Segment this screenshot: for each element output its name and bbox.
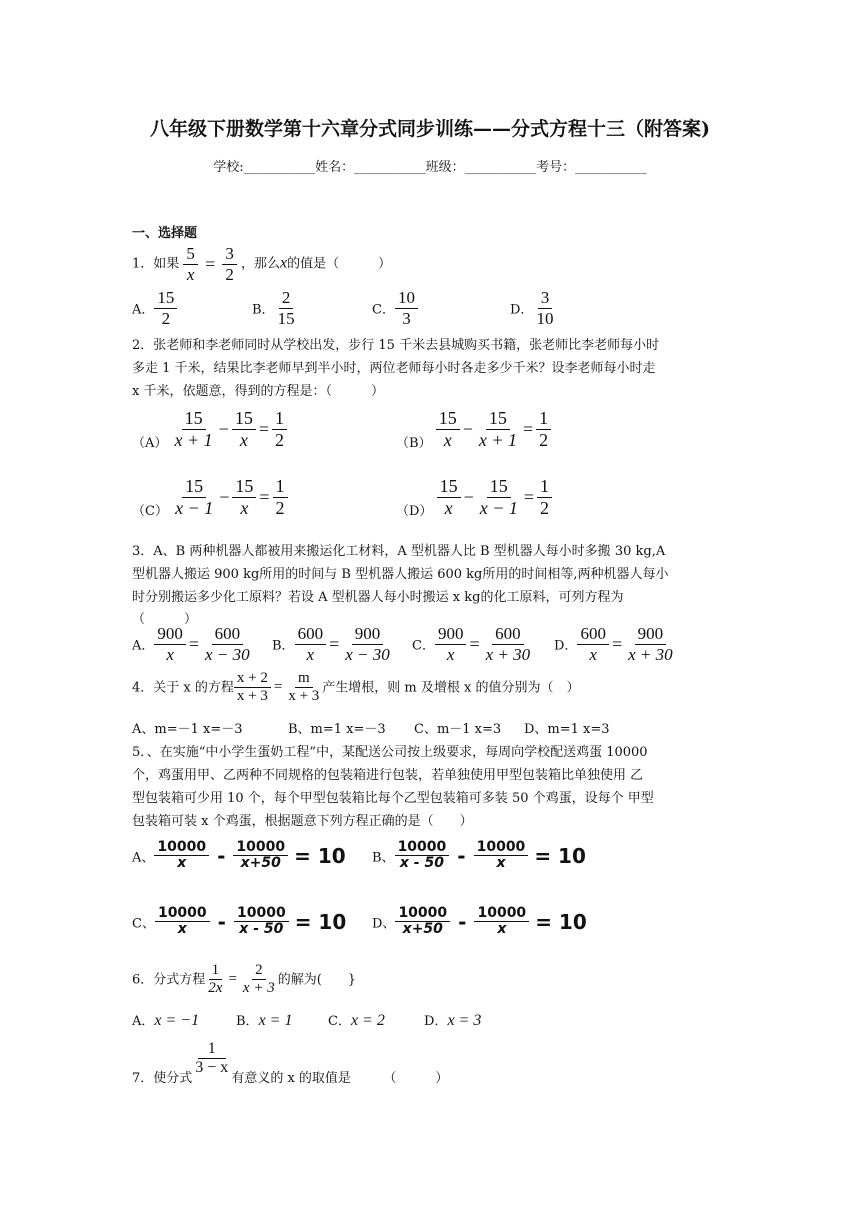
q2-option-a: （A） $\frac{15}{x + 1}$ − $\frac{15}{x}$ = $\frac{1}{2}$ (132, 408, 287, 450)
question-3-line-3: 时分别搬运多少化工原料？若设 A 型机器人每小时搬运 x kg的化工原料，可列方程为 (132, 590, 624, 605)
question-1: 1．如果 $\frac{5}{x}$ = $\frac{3}{2}$ ，那么x的值是（ ） (132, 244, 392, 284)
q4-option-d: D、m=1 x=3 (524, 722, 610, 737)
question-3-line-1: 3．A、B 两种机器人都被用来搬运化工材料，A 型机器人比 B 型机器人每小时多搬 30 kg,A (132, 544, 666, 559)
q6-option-c: C．x = 2 (328, 1012, 385, 1029)
question-5-line-4: 包装箱可装 x 个鸡蛋，根据题意下列方程正确的是（ ） (132, 814, 473, 829)
q2-option-c: （C） $\frac{15}{x - 1}$ − $\frac{15}{x}$ = $\frac{1}{2}$ (132, 476, 288, 518)
question-3-line-2: 型机器人搬运 900 kg所用的时间与 B 型机器人搬运 600 kg所用的时间相等,两种机器人每小 (132, 567, 669, 582)
q1-option-c: C． $\frac{10}{3}$ (372, 288, 418, 328)
q5-option-a: A、 $\frac{10000}{x}$ - $\frac{10000}{x+50}$ = 10 (132, 839, 346, 872)
question-2-line-3: x 千米，依题意，得到的方程是：（ ） (132, 384, 384, 399)
q1-lhs-fraction: $\frac{5}{x}$ (183, 244, 198, 284)
q6-option-b: B．x = 1 (236, 1012, 293, 1029)
q1-prefix: 1．如果 (132, 256, 180, 272)
question-2-line-1: 2．张老师和李老师同时从学校出发，步行 15 千米去县城购买书籍，张老师比李老师每小时 (132, 338, 660, 353)
question-6: 6．分式方程 $\frac{1}{2x}$ = $\frac{2}{x + 3}$ 的解为( } (132, 962, 357, 997)
q4-option-a: A、m=－1 x=－3 (132, 722, 243, 737)
q1-option-b: B． $\frac{2}{15}$ (252, 288, 295, 328)
q5-option-c: C、 $\frac{10000}{x}$ - $\frac{10000}{x - 50}$ = 10 (132, 905, 347, 938)
q5-option-d: D、 $\frac{10000}{x+50}$ - $\frac{10000}{x}$ = 10 (372, 905, 587, 938)
q2-option-d: （D） $\frac{15}{x}$ − $\frac{15}{x - 1}$ = $\frac{1}{2}$ (396, 476, 552, 518)
question-4: 4．关于 x 的方程 $\frac{x + 2}{x + 3}$ = $\frac{m}{x + 3}$ 产生增根，则 m 及增根 x 的值分别为（ ） (132, 670, 580, 705)
question-2-line-2: 多走 1 千米，结果比李老师早到半小时，两位老师每小时各走多少千米？设李老师每小时走 (132, 361, 656, 376)
question-5-line-2: 个，鸡蛋用甲、乙两种不同规格的包装箱进行包装，若单独使用甲型包装箱比单独使用 乙 (132, 768, 644, 783)
q3-option-d: D． $\frac{600}{x}$ = $\frac{900}{x + 30}$ (554, 624, 673, 664)
q1-suffix: ，那么 (241, 256, 281, 272)
question-5-line-3: 型包装箱可少用 10 个，每个甲型包装箱比每个乙型包装箱可多装 50 个鸡蛋，设每个 甲型 (132, 791, 654, 806)
q4-option-b: B、m=1 x=－3 (288, 722, 386, 737)
student-info-line: 学校:___________姓名：___________班级：___________考号：___________ (213, 160, 647, 175)
q5-option-b: B、 $\frac{10000}{x - 50}$ - $\frac{10000}{x}$ = 10 (372, 839, 586, 872)
q1-rhs-fraction: $\frac{3}{2}$ (222, 244, 237, 284)
q1-option-a: A． $\frac{15}{2}$ (132, 288, 177, 328)
page-title: 八年级下册数学第十六章分式同步训练——分式方程十三（附答案) (150, 118, 710, 140)
q2-option-b: （B） $\frac{15}{x}$ − $\frac{15}{x + 1}$ = $\frac{1}{2}$ (396, 408, 551, 450)
section-heading: 一、选择题 (132, 226, 198, 241)
q6-option-a: A．x = −1 (132, 1012, 200, 1029)
q1-option-d: D． $\frac{3}{10}$ (510, 288, 554, 328)
q4-option-c: C、m－1 x=3 (414, 722, 502, 737)
q3-option-b: B． $\frac{600}{x}$ = $\frac{900}{x - 30}$ (272, 624, 390, 664)
question-5-line-1: 5．、在实施“中小学生蛋奶工程”中，某配送公司按上级要求，每周向学校配送鸡蛋 10000 (132, 745, 648, 760)
question-7: 7．使分式 $\frac{1}{3 - x}$ 有意义的 x 的取值是 （ ） (132, 1040, 449, 1087)
q6-option-d: D．x = 3 (424, 1012, 482, 1029)
question-3-line-4: （ ） (132, 612, 198, 627)
q3-option-c: C． $\frac{900}{x}$ = $\frac{600}{x + 30}$ (412, 624, 531, 664)
q3-option-a: A． $\frac{900}{x}$ = $\frac{600}{x - 30}$ (132, 624, 250, 664)
